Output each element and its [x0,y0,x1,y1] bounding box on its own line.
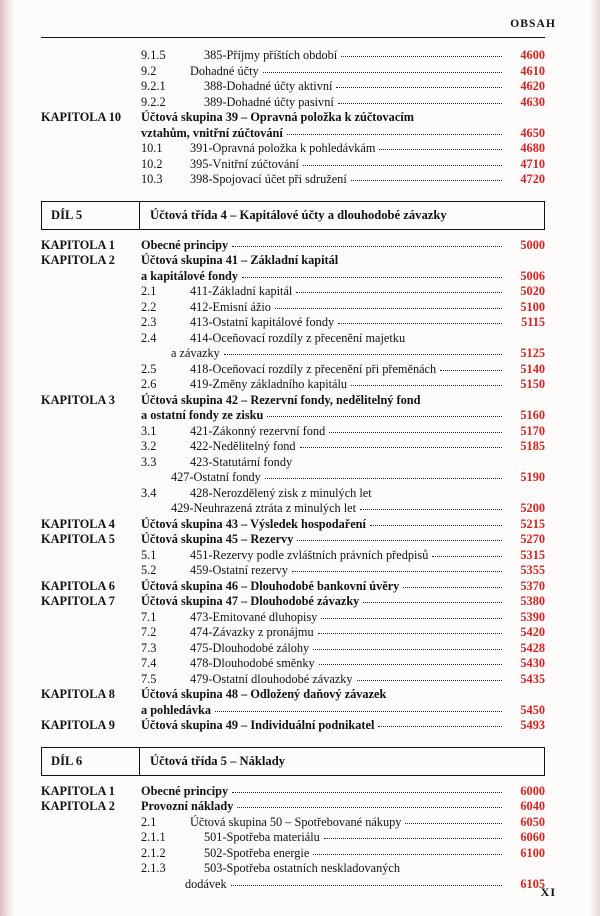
leader-dots [351,179,502,181]
entry-title: 502-Spotřeba energie [204,845,310,860]
toc-row[interactable] [41,672,545,688]
leader-dots [363,601,502,603]
entry-page: 5430 [520,656,545,670]
entry-page: 5435 [520,671,545,686]
entry-number: 7.4 [141,656,157,670]
entry-page: 5006 [520,268,545,283]
toc-row[interactable] [41,141,545,157]
leader-dots [263,71,502,73]
entry-page: 5000 [520,237,545,252]
chapter-label: KAPITOLA 4 [41,516,115,531]
toc-row[interactable] [41,455,545,471]
toc-row[interactable] [41,110,545,126]
toc-group-continued [41,48,545,188]
entry-title: 395-Vnitřní zúčtování [190,156,299,171]
entry-number: 2.4 [141,330,157,345]
entry-title: 388-Dohadné účty aktivní [204,79,333,93]
toc-row[interactable] [41,253,545,269]
entry-page: 4710 [520,156,545,171]
entry-title: 451-Rezervy podle zvláštních právních předpisů [190,547,429,562]
entry-page: 6060 [520,830,545,844]
entry-number: 2.1.3 [141,861,166,875]
entry-page: 5390 [520,609,545,624]
entry-page: 5270 [520,532,545,546]
leader-dots [336,86,502,88]
entry-title: Obecné principy [141,237,229,252]
leader-dots [313,853,502,855]
entry-number: 10.2 [141,156,163,171]
entry-title: 459-Ostatní rezervy [190,563,288,577]
section-header-dil-5[interactable] [41,201,545,230]
toc-row[interactable] [41,424,545,440]
leader-dots [370,524,502,526]
entry-title: 414-Oceňovací rozdíly z přecenění majetku [190,330,406,345]
entry-title: Obecné principy [141,783,229,798]
entry-title: 411-Základní kapitál [190,284,293,298]
chapter-label: KAPITOLA 10 [41,110,122,124]
toc-group-dil-6 [41,784,545,893]
leader-dots [303,164,502,166]
leader-dots [265,477,502,479]
entry-title: Účtová skupina 42 – Rezervní fondy, nedělitelný fond [141,392,421,407]
toc-row[interactable] [41,656,545,672]
entry-page: 5115 [521,315,545,329]
entry-title: 391-Opravná položka k pohledávkám [190,141,376,155]
toc-row[interactable] [41,594,545,610]
toc-row[interactable] [41,393,545,409]
entry-number: 3.3 [141,454,157,469]
toc-row[interactable] [41,517,545,533]
entry-number: 9.1.5 [141,48,166,62]
entry-number: 2.1 [141,284,157,298]
entry-number: 7.3 [141,640,157,655]
entry-number: 3.1 [141,423,157,438]
dil-title: Účtová třída 5 – Náklady [150,753,286,768]
entry-title: 503-Spotřeba ostatních neskladovaných [204,861,401,875]
entry-page: 5190 [520,470,545,484]
leader-dots [338,102,502,104]
leader-dots [224,353,502,355]
entry-title: 423-Statutární fondy [190,454,293,469]
entry-title: a ostatní fondy ze zisku [141,408,264,422]
toc-row[interactable] [41,362,545,378]
toc-row[interactable] [41,269,545,285]
leader-dots [300,446,502,448]
entry-number: 2.2 [141,299,157,314]
leader-dots [287,133,502,135]
leader-dots [378,725,502,727]
leader-dots [342,261,502,262]
toc-row[interactable] [41,579,545,595]
entry-page: 5140 [520,361,545,376]
entry-title: Účtová skupina 46 – Dlouhodobé bankovní úvěry [141,578,400,593]
header-divider [41,37,545,38]
entry-title: 389-Dohadné účty pasivní [204,94,334,109]
entry-title: Účtová skupina 48 – Odložený daňový závazek [141,687,387,701]
entry-title: 385-Příjmy příštích období [204,48,338,62]
entry-number: 2.1.1 [141,830,166,844]
entry-page: 5200 [520,501,545,515]
toc-row[interactable] [41,95,545,111]
leader-dots [215,710,502,712]
toc-row[interactable] [41,641,545,657]
entry-title: vztahům, vnitřní zúčtování [141,125,283,140]
entry-page: 5125 [520,346,545,360]
toc-row[interactable] [41,79,545,95]
toc-row[interactable] [41,815,545,831]
chapter-label: KAPITOLA 1 [41,237,115,252]
entry-number: 5.1 [141,547,157,562]
entry-number: 2.3 [141,315,157,329]
page-edge-left [0,0,14,916]
toc-row[interactable] [41,284,545,300]
toc-row[interactable] [41,846,545,862]
toc-row[interactable] [41,331,545,347]
entry-number: 7.1 [141,609,157,624]
toc-row[interactable] [41,346,545,362]
entry-title: 478-Dlouhodobé směnky [190,656,315,670]
entry-title: Účtová skupina 39 – Opravná položka k zúčtovacím [141,110,414,124]
entry-number: 7.5 [141,671,157,686]
entry-title: 427-Ostatní fondy [171,470,261,484]
leader-dots [357,679,502,681]
entry-title: 422-Nedělitelný fond [190,439,296,453]
section-header-dil-6[interactable] [41,747,545,776]
toc-row[interactable] [41,157,545,173]
entry-title: Účtová skupina 41 – Základní kapitál [141,253,339,267]
entry-title: Účtová skupina 50 – Spotřebované nákupy [190,814,402,829]
leader-dots [405,822,502,824]
toc-row[interactable] [41,830,545,846]
toc-row[interactable] [41,784,545,800]
entry-page: 5420 [520,625,545,639]
leader-dots [232,791,502,793]
entry-number: 9.2.2 [141,94,166,109]
entry-page: 4610 [520,63,545,78]
entry-page: 6000 [520,783,545,798]
entry-title: 428-Nerozdělený zisk z minulých let [190,485,372,500]
page-number: XI [540,885,556,899]
leader-dots [440,369,502,371]
entry-title: Účtová skupina 45 – Rezervy [141,532,294,546]
entry-title: 479-Ostatní dlouhodobé závazky [190,671,353,686]
toc-row[interactable] [41,610,545,626]
leader-dots [403,586,502,588]
entry-page: 5020 [520,284,545,298]
entry-title: 418-Oceňovací rozdíly z přecenění při přeměnách [190,361,437,376]
entry-title: Provozní náklady [141,799,234,813]
entry-page: 5428 [520,640,545,655]
entry-number: 2.5 [141,361,157,376]
toc-row[interactable] [41,48,545,64]
toc-row[interactable] [41,315,545,331]
page-header-title: OBSAH [510,18,556,30]
entry-title: Účtová skupina 47 – Dlouhodobé závazky [141,594,360,608]
entry-number: 10.3 [141,172,163,186]
chapter-label: KAPITOLA 6 [41,578,115,593]
entry-title: 473-Emitované dluhopisy [190,609,318,624]
toc-row[interactable] [41,486,545,502]
chapter-label: KAPITOLA 1 [41,783,115,798]
entry-title: 398-Spojovací účet při sdružení [190,172,347,186]
leader-dots [341,55,502,57]
toc-row[interactable] [41,172,545,188]
toc-row[interactable] [41,687,545,703]
entry-number: 3.2 [141,439,157,453]
toc-row[interactable] [41,877,545,893]
leader-dots [232,245,502,247]
leader-dots [318,632,502,634]
entry-page: 5370 [520,578,545,593]
toc-row[interactable] [41,625,545,641]
toc-row[interactable] [41,563,545,579]
entry-page: 6040 [520,799,545,813]
leader-dots [319,663,502,665]
entry-title: 421-Zákonný rezervní fond [190,423,326,438]
entry-page: 6100 [520,845,545,860]
leader-dots [424,401,502,402]
toc-row[interactable] [41,238,545,254]
chapter-label: KAPITOLA 3 [41,392,115,407]
entry-page: 5185 [520,439,545,453]
chapter-label: KAPITOLA 2 [41,799,115,813]
entry-page: 5215 [520,516,545,531]
toc-row[interactable] [41,861,545,877]
entry-page: 4630 [520,94,545,109]
leader-dots [242,276,502,278]
entry-page: 5450 [520,702,545,717]
toc-row[interactable] [41,718,545,734]
entry-page: 6105 [520,876,545,891]
leader-dots [237,806,502,808]
entry-page: 6050 [520,814,545,829]
chapter-label: KAPITOLA 2 [41,253,115,267]
toc-row[interactable] [41,548,545,564]
toc-row[interactable] [41,64,545,80]
entry-title: 501-Spotřeba materiálu [204,830,320,844]
leader-dots [409,339,502,340]
leader-dots [360,508,502,510]
entry-number: 9.2.1 [141,79,166,93]
chapter-label: KAPITOLA 7 [41,594,115,608]
toc-row[interactable] [41,377,545,393]
leader-dots [275,307,502,309]
toc-body [41,48,545,892]
toc-row[interactable] [41,300,545,316]
entry-title: 475-Dlouhodobé zálohy [190,640,310,655]
toc-row[interactable] [41,408,545,424]
entry-page: 5315 [520,547,545,562]
toc-row[interactable] [41,439,545,455]
entry-title: 412-Emisní ážio [190,299,271,314]
entry-number: 3.4 [141,485,157,500]
leader-dots [231,884,502,886]
leader-dots [329,431,502,433]
entry-number: 2.6 [141,377,157,391]
chapter-label: KAPITOLA 9 [41,718,115,732]
toc-group-dil-5 [41,238,545,734]
entry-title: 474-Závazky z pronájmu [190,625,314,639]
leader-dots [296,291,502,293]
leader-dots [404,869,502,870]
entry-number: 9.2 [141,63,157,78]
entry-number: 7.2 [141,625,157,639]
toc-row[interactable] [41,703,545,719]
leader-dots [292,570,502,572]
entry-title: a závazky [171,346,220,360]
entry-page: 5150 [520,377,545,391]
entry-number: 2.1 [141,814,157,829]
leader-dots [379,148,502,150]
entry-page: 4620 [520,79,545,93]
entry-page: 5493 [520,718,545,732]
leader-dots [390,695,502,696]
entry-number: 10.1 [141,141,163,155]
entry-title: 419-Změny základního kapitálu [190,377,348,391]
entry-page: 5160 [520,408,545,422]
leader-dots [418,118,502,119]
entry-page: 5100 [520,299,545,314]
entry-title: 413-Ostatní kapitálové fondy [190,315,335,329]
page-content [36,0,564,916]
entry-page: 5170 [520,423,545,438]
entry-title: a pohledávka [141,702,212,717]
leader-dots [321,617,502,619]
toc-row[interactable] [41,126,545,142]
entry-page: 5355 [520,563,545,577]
dil-label: DÍL 6 [42,748,140,775]
chapter-label: KAPITOLA 8 [41,687,115,701]
entry-page: 4600 [520,48,545,62]
entry-title: a kapitálové fondy [141,268,239,283]
toc-row[interactable] [41,501,545,517]
entry-page: 4680 [520,141,545,155]
entry-number: 5.2 [141,563,157,577]
toc-row[interactable] [41,799,545,815]
entry-page: 5380 [520,594,545,608]
page-edge-right [590,0,600,916]
toc-row[interactable] [41,532,545,548]
entry-title: Dohadné účty [190,63,259,78]
leader-dots [324,837,502,839]
entry-title: Účtová skupina 49 – Individuální podnikatel [141,718,375,732]
leader-dots [267,415,502,417]
entry-number: 2.1.2 [141,845,166,860]
leader-dots [338,322,502,324]
leader-dots [297,539,502,541]
toc-row[interactable] [41,470,545,486]
leader-dots [376,494,502,495]
dil-label: DÍL 5 [42,202,140,229]
entry-title: Účtová skupina 43 – Výsledek hospodaření [141,516,366,531]
leader-dots [432,555,502,557]
entry-page: 4650 [520,125,545,140]
chapter-label: KAPITOLA 5 [41,532,115,546]
leader-dots [351,384,502,386]
dil-title: Účtová třída 4 – Kapitálové účty a dlouhodobé závazky [150,207,447,222]
leader-dots [313,648,502,650]
leader-dots [296,463,502,464]
entry-title: dodávek [185,876,227,891]
entry-page: 4720 [520,172,545,186]
entry-title: 429-Neuhrazená ztráta z minulých let [171,501,357,515]
